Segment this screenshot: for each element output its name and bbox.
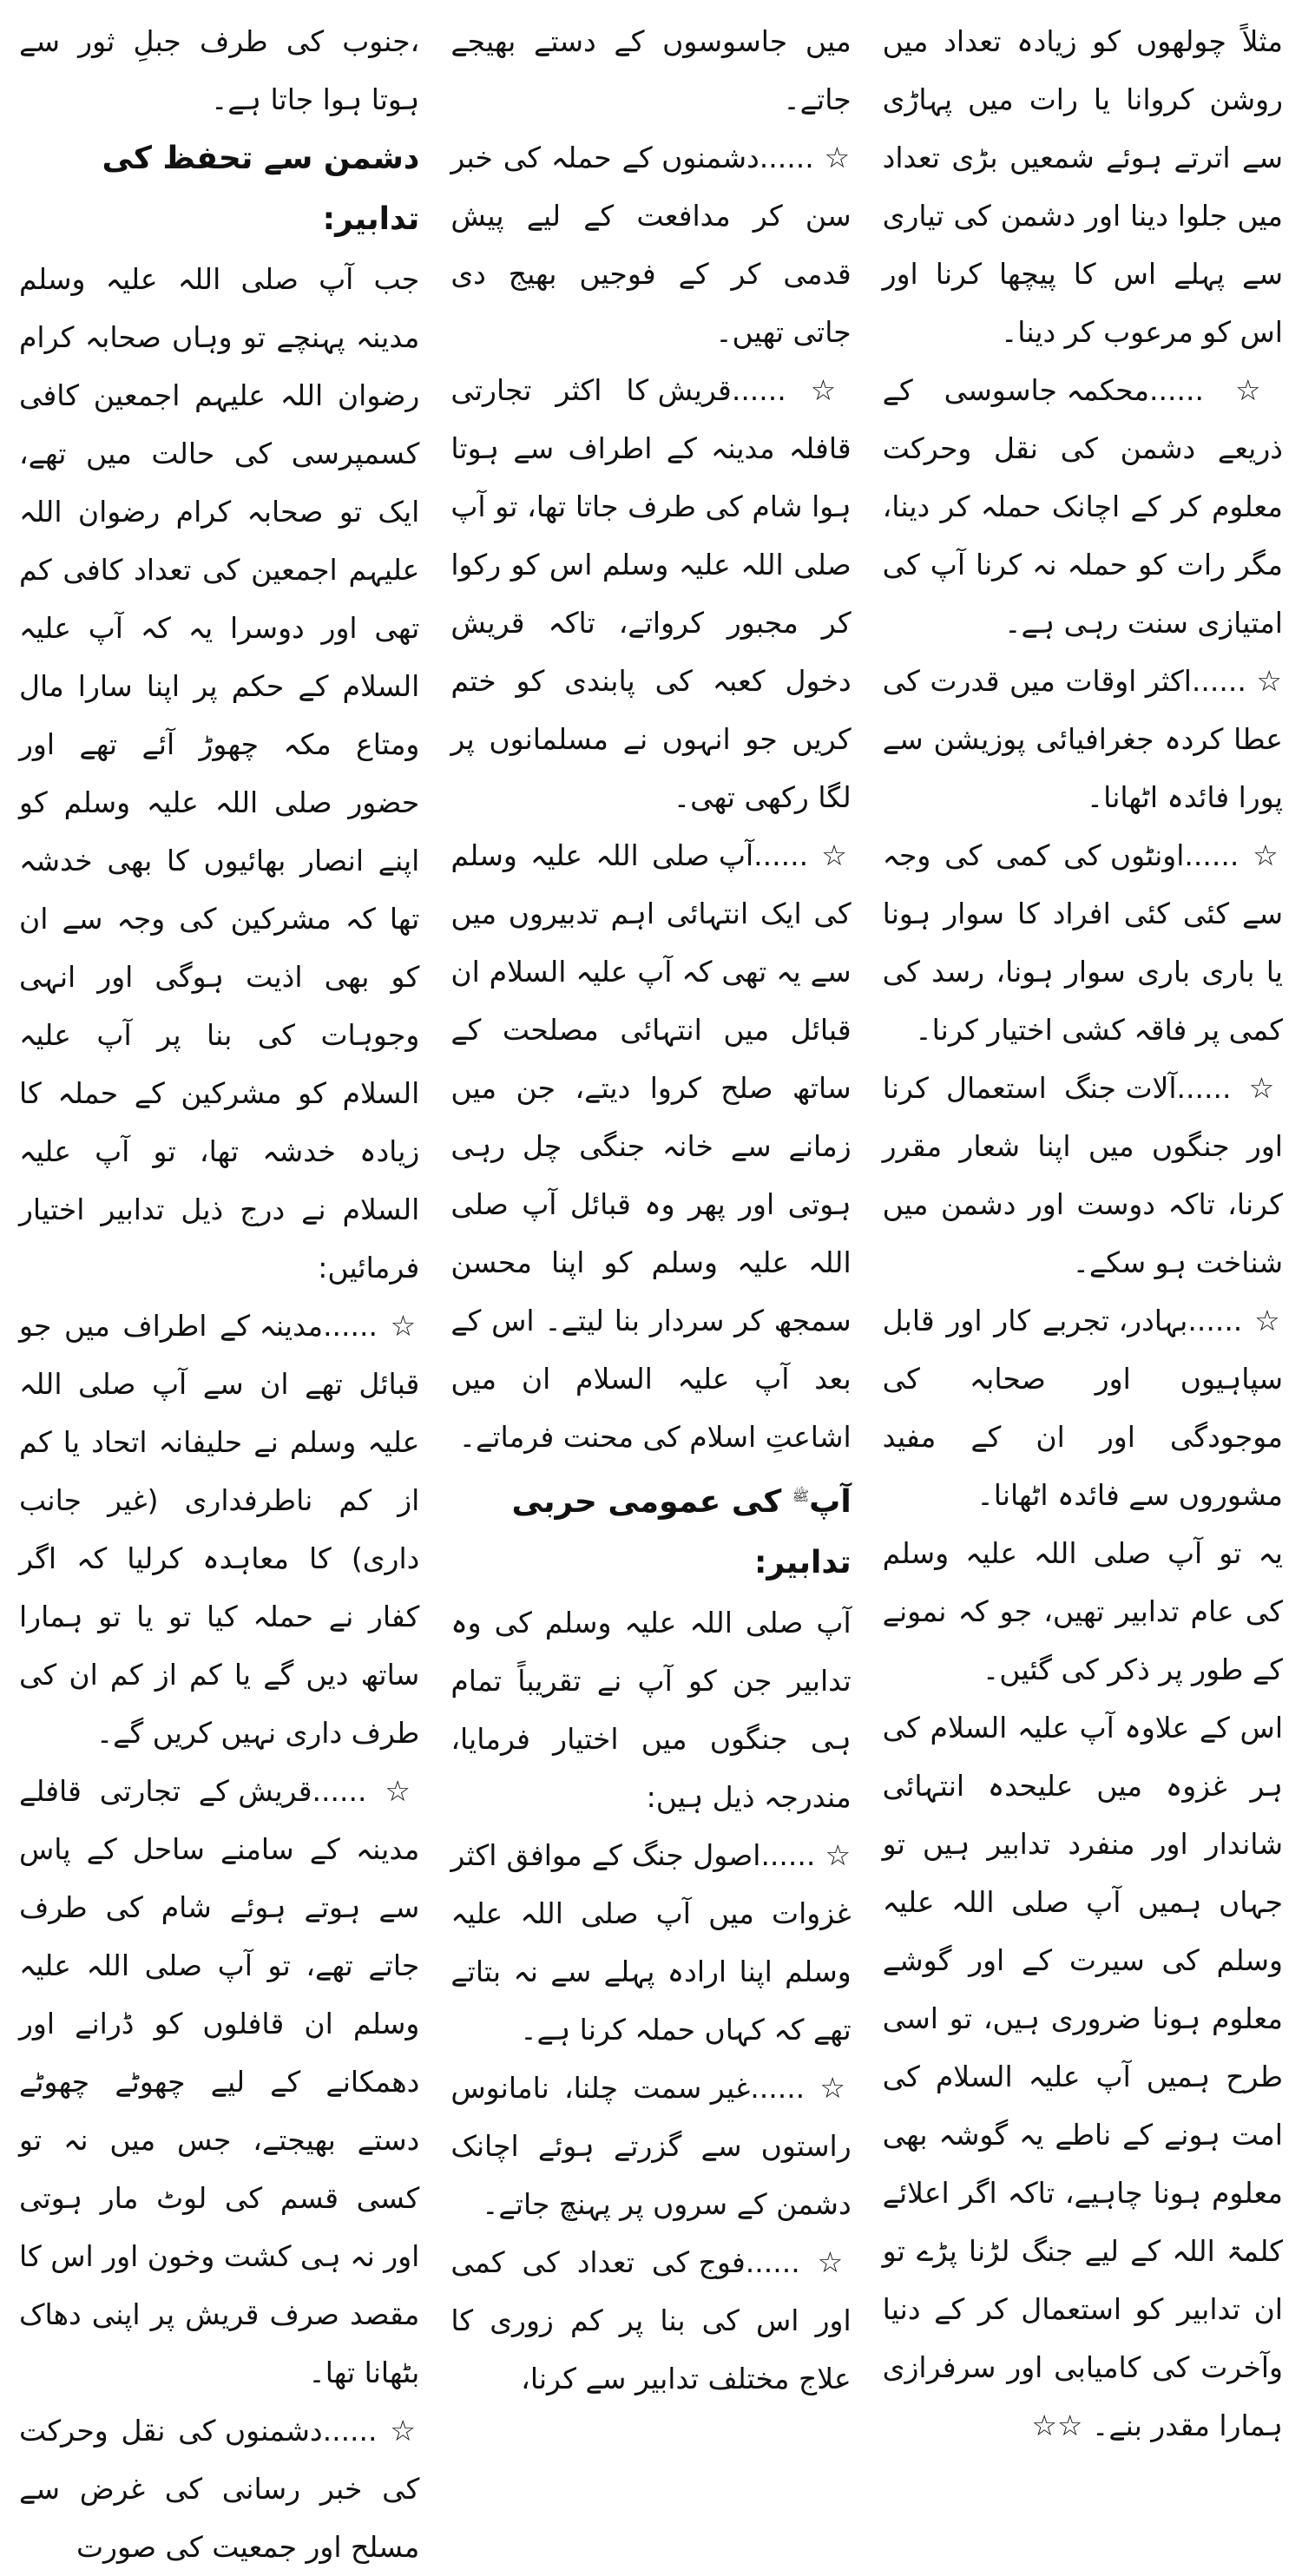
bullet-item: ☆ ......محکمہ جاسوسی کے ذریعے دشمن کی نقل وحرکت معلوم کر کے اچانک حملہ کر دینا، مگر رات کو حملہ نہ کرنا آپ کی امتیازی سنت رہی ہے۔ — [883, 361, 1283, 652]
bullet-item: ☆ ......آپ صلی اللہ علیہ وسلم کی ایک انتہائی اہم تدبیروں میں سے یہ تھی کہ آپ علیہ السلام ان قبائل میں انتہائی مصلحت کے ساتھ صلح کروا دیتے، جن میں زمانے سے خانہ جنگی چل رہی ہوتی اور پھر وہ قبائل آپ صلی اللہ علیہ وسلم کو اپنا محسن سمجھ کر سردار بنا لیتے۔ اس کے بعد آپ علیہ السلام ان میں اشاعتِ اسلام کی محنت فرماتے۔ — [450, 826, 851, 1466]
heading-text: آپ — [809, 1484, 852, 1520]
bullet-item: ☆ ......قریش کا اکثر تجارتی قافلہ مدینہ کے اطراف سے ہوتا ہوا شام کی طرف جاتا تھا، تو آپ صلی اللہ علیہ وسلم اس کو رکوا کر مجبور کرواتے، تاکہ قریش دخول کعبہ کی پابندی کو ختم کریں جو انہوں نے مسلمانوں پر لگا رکھی تھی۔ — [450, 361, 851, 826]
section-heading: دشمن سے تحفظ کی تدابیر: — [102, 141, 420, 237]
bullet-item: ☆ ......اکثر اوقات میں قدرت کی عطا کردہ جغرافیائی پوزیشن سے پورا فائدہ اٹھانا۔ — [883, 652, 1283, 826]
paragraph: ،جنوب کی طرف جبلِ ثور سے ہوتا ہوا جاتا ہے۔ — [19, 24, 420, 116]
bullet-item: ☆ ......دشمنوں کی نقل وحرکت کی خبر رسانی کی غرض سے مسلح اور جمعیت کی صورت — [19, 2402, 419, 2576]
bullet-item: ☆ ......آلات جنگ استعمال کرنا اور جنگوں میں اپنا شعار مقرر کرنا، تاکہ دوست اور دشمن میں شناخت ہو سکے۔ — [883, 1059, 1283, 1291]
right-column — [19, 12, 420, 2564]
paragraph: یہ تو آپ صلی اللہ علیہ وسلم کی عام تدابیر تھیں، جو کہ نمونے کے طور پر ذکر کی گئیں۔ — [882, 1536, 1283, 1686]
bullet-item: ☆ ......بہادر، تجربے کار اور قابل سپاہیوں اور صحابہ کی موجودگی اور ان کے مفید مشوروں سے فائدہ اٹھانا۔ — [883, 1291, 1283, 1524]
bullet-item: ☆ ......فوج کی تعداد کی کمی اور اس کی بنا پر کم زوری کا علاج مختلف تدابیر سے کرنا، — [450, 2233, 851, 2408]
honorific-glyph: ﷺ — [792, 1488, 810, 1504]
bullet-item: ☆ ......دشمنوں کے حملہ کی خبر سن کر مدافعت کے لیے پیش قدمی کر کے فوجیں بھیج دی جاتی تھیں۔ — [450, 128, 851, 361]
paragraph: آپ صلی اللہ علیہ وسلم کی وہ تدابیر جن کو آپ نے تقریباً تمام ہی جنگوں میں اختیار فرمایا، مندرجہ ذیل ہیں: — [450, 1606, 852, 1814]
heading-text: کی عمومی حربی تدابیر: — [511, 1484, 852, 1580]
paragraph: میں جاسوسوں کے دستے بھیجے جاتے۔ — [450, 24, 852, 116]
article-page — [19, 12, 1283, 2564]
bullet-item: ☆ ......قریش کے تجارتی قافلے مدینہ کے سامنے ساحل کے پاس سے ہوتے ہوئے شام کی طرف جاتے تھے، تو آپ صلی اللہ علیہ وسلم ان قافلوں کو ڈرانے اور دھمکانے کے لیے چھوٹے چھوٹے دستے بھیجتے، جس میں نہ تو کسی قسم کی لوٹ مار ہوتی اور نہ ہی کشت وخون اور اس کا مقصد صرف قریش پر اپنی دھاک بٹھانا تھا۔ — [19, 1762, 419, 2402]
bullet-item: ☆ ......اونٹوں کی کمی کی وجہ سے کئی کئی افراد کا سوار ہونا یا باری باری سوار ہونا، رسد کی کمی پر فاقہ کشی اختیار کرنا۔ — [883, 826, 1283, 1059]
middle-column — [450, 12, 852, 2395]
bullet-item: ☆ ......غیر سمت چلنا، نامانوس راستوں سے گزرتے ہوئے اچانک دشمن کے سروں پر پہنچ جاتے۔ — [450, 2059, 851, 2233]
bullet-item: ☆ ......اصول جنگ کے موافق اکثر غزوات میں آپ صلی اللہ علیہ وسلم اپنا ارادہ پہلے سے نہ بتاتے تھے کہ کہاں حملہ کرنا ہے۔ — [450, 1826, 851, 2059]
left-column — [882, 12, 1283, 2442]
paragraph: اس کے علاوہ آپ علیہ السلام کی ہر غزوہ میں علیحدہ انتہائی شاندار اور منفرد تدابیر ہیں تو جہاں ہمیں آپ صلی اللہ علیہ وسلم کی سیرت کے اور گوشے معلوم ہونا ضروری ہیں، تو اسی طرح ہمیں آپ علیہ السلام کی امت ہونے کے ناطے یہ گوشہ بھی معلوم ہونا چاہیے، تاکہ اگر اعلائے کلمۃ اللہ کے لیے جنگ لڑنا پڑے تو ان تدابیر کو استعمال کر کے دنیا وآخرت کی کامیابی اور سرفرازی ہمارا مقدر بنے۔ ☆☆ — [882, 1711, 1283, 2442]
bullet-item: ☆ ......مدینہ کے اطراف میں جو قبائل تھے ان سے آپ صلی اللہ علیہ وسلم نے حلیفانہ اتحاد یا کم از کم ناطرفداری (غیر جانب داری) کا معاہدہ کرلیا کہ اگر کفار نے حملہ کیا تو یا تو ہمارا ساتھ دیں گے یا کم از کم ان کی طرف داری نہیں کریں گے۔ — [19, 1297, 419, 1762]
section-heading — [450, 1466, 851, 1594]
paragraph: جب آپ صلی اللہ علیہ وسلم مدینہ پہنچے تو وہاں صحابہ کرام رضوان اللہ علیہم اجمعین کافی کسمپرسی کی حالت میں تھے، ایک تو صحابہ کرام رضوان اللہ علیہم اجمعین کی تعداد کافی کم تھی اور دوسرا یہ کہ آپ علیہ السلام کے حکم پر اپنا سارا مال ومتاع مکہ چھوڑ آئے تھے اور حضور صلی اللہ علیہ وسلم کو اپنے انصار بھائیوں کا بھی خدشہ تھا کہ مشرکین کی وجہ سے ان کو بھی اذیت ہوگی اور انہی وجوہات کی بنا پر آپ علیہ السلام کو مشرکین کے حملہ کا زیادہ خدشہ تھا، تو آپ علیہ السلام نے درج ذیل تدابیر اختیار فرمائیں: — [19, 262, 420, 1285]
paragraph: مثلاً چولھوں کو زیادہ تعداد میں روشن کروانا یا رات میں پہاڑی سے اترتے ہوئے شمعیں بڑی تعداد میں جلوا دینا اور دشمن کی تیاری سے پہلے اس کا پیچھا کرنا اور اس کو مرعوب کر دینا۔ — [882, 24, 1283, 349]
